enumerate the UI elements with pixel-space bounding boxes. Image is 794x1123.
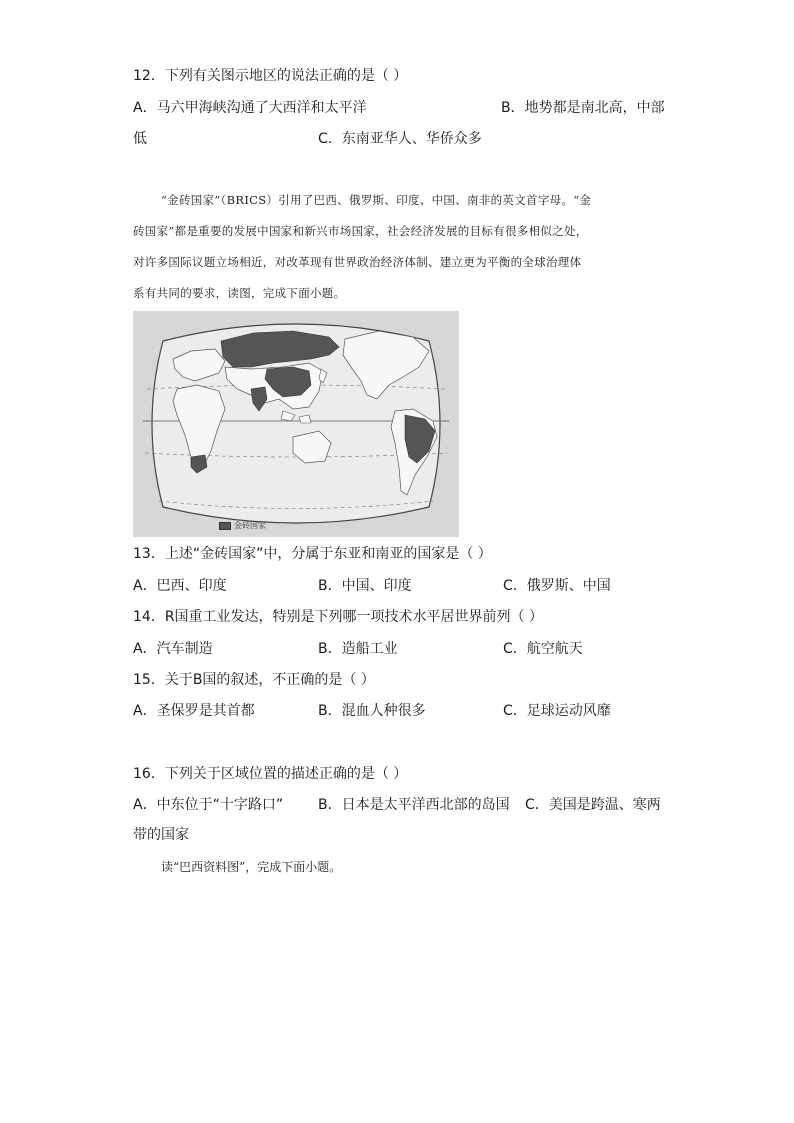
q12-option-c: C．东南亚华人、华侨众多: [318, 131, 482, 147]
q12-option-a: A．马六甲海峡沟通了大西洋和太平洋: [133, 100, 367, 116]
q13-stem: 13．上述“金砖国家”中，分属于东亚和南亚的国家是（ ）: [133, 546, 492, 562]
q14-stem: 14．R国重工业发达，特别是下列哪一项技术水平居世界前列（ ）: [133, 609, 543, 625]
passage-line-4: 系有共同的要求，读图，完成下面小题。: [133, 286, 346, 300]
q14-option-c: C．航空航天: [503, 641, 583, 657]
world-map-svg: [133, 311, 459, 537]
brazil-intro: 读“巴西资料图”，完成下面小题。: [161, 860, 342, 874]
q13-option-a: A．巴西、印度: [133, 578, 227, 594]
q12-option-b: B．地势都是南北高，中部: [501, 100, 665, 116]
map-legend: [219, 520, 266, 531]
passage-line-2: 砖国家”都是重要的发展中国家和新兴市场国家，社会经济发展的目标有很多相似之处，: [133, 224, 588, 238]
passage-line-1: “金砖国家”（BRICS）引用了巴西、俄罗斯、印度、中国、南非的英文首字母。“金: [161, 193, 592, 207]
q14-option-a: A．汽车制造: [133, 641, 213, 657]
q16-option-b: B．日本是太平洋西北部的岛国: [318, 797, 510, 813]
legend-swatch: [219, 522, 231, 530]
q15-option-c: C．足球运动风靡: [503, 703, 611, 719]
q14-option-b: B．造船工业: [318, 641, 398, 657]
q13-option-c: C．俄罗斯、中国: [503, 578, 611, 594]
q15-stem: 15．关于B国的叙述，不正确的是（ ）: [133, 672, 375, 688]
q13-option-b: B．中国、印度: [318, 578, 412, 594]
q16-option-c-continued: 带的国家: [133, 827, 189, 843]
brics-world-map: [133, 311, 459, 537]
legend-label: 金砖国家: [234, 521, 266, 530]
q16-option-a: A．中东位于“十字路口”: [133, 797, 284, 813]
q12-option-b-continued: 低: [133, 131, 147, 147]
passage-line-3: 对许多国际议题立场相近，对改革现有世界政治经济体制、建立更为平衡的全球治理体: [133, 255, 582, 269]
q12-stem: 12．下列有关图示地区的说法正确的是（ ）: [133, 68, 408, 84]
q15-option-b: B．混血人种很多: [318, 703, 426, 719]
q16-stem: 16．下列关于区域位置的描述正确的是（ ）: [133, 766, 408, 782]
q16-option-c: C．美国是跨温、寒两: [525, 797, 661, 813]
brics-passage: [133, 185, 663, 309]
q15-option-a: A．圣保罗是其首都: [133, 703, 255, 719]
